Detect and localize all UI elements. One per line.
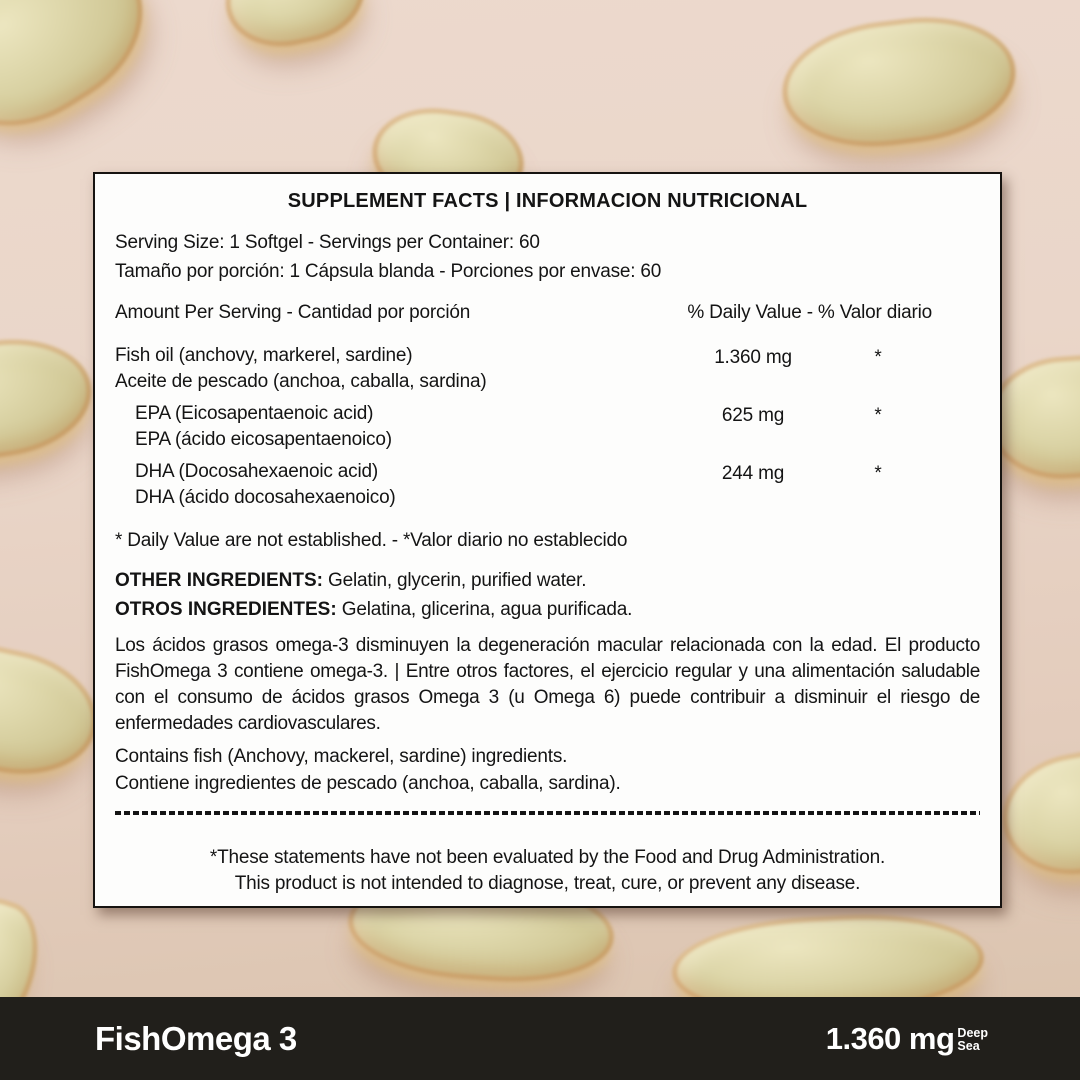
other-ingredients-line-en xyxy=(115,566,980,595)
nutrient-name xyxy=(115,343,658,395)
other-ingredients-label-en: OTHER INGREDIENTS: xyxy=(115,570,323,591)
other-ingredients-line-es xyxy=(115,595,980,624)
nutrient-name-es: Aceite de pescado (anchoa, caballa, sardina) xyxy=(115,371,487,392)
table-row xyxy=(115,459,980,511)
disclaimer-block xyxy=(115,797,980,897)
supplement-facts-panel xyxy=(93,172,1002,908)
product-name: FishOmega 3 xyxy=(95,1019,297,1057)
other-ingredients-text-es: Gelatina, glicerina, agua purificada. xyxy=(336,599,633,620)
allergen-statement-en: Contains fish (Anchovy, mackerel, sardine) ingredients. xyxy=(115,746,568,767)
softgel-capsule xyxy=(993,738,1080,886)
dosage-value: 1.360 mg xyxy=(825,1020,955,1056)
softgel-capsule xyxy=(0,328,99,471)
daily-value-footnote: * Daily Value are not established. - *Valor diario no establecido xyxy=(115,530,628,551)
daily-value-header: % Daily Value - % Valor diario xyxy=(687,302,932,323)
dosage-group xyxy=(826,1021,988,1057)
nutrient-name-en: Fish oil (anchovy, markerel, sardine) xyxy=(115,345,413,366)
brand-tagline xyxy=(957,1027,988,1053)
fda-disclaimer-line1: *These statements have not been evaluated by the Food and Drug Administration. xyxy=(209,847,886,868)
table-row xyxy=(115,343,980,395)
table-header-row xyxy=(115,299,980,327)
fda-disclaimer xyxy=(115,845,980,897)
softgel-capsule xyxy=(775,6,1022,158)
brand-tagline-line2: Sea xyxy=(957,1038,980,1053)
footer-brand-bar xyxy=(0,997,1080,1080)
omega3-info-paragraph: Los ácidos grasos omega-3 disminuyen la degeneración macular relacionada con la edad. El producto FishOmega 3 contiene omega-3. | Entre otros factores, el ejercicio regular y una alimentación saludable con el consumo de ácidos grasos Omega 3 (u Omega 6) puede contribuir a disminuir el riesgo de enfermedades cardiovasculares. xyxy=(115,635,980,734)
other-ingredients-label-es: OTROS INGREDIENTES: xyxy=(115,599,337,620)
daily-value-asterisk: * xyxy=(874,405,882,426)
fda-disclaimer-line2: This product is not intended to diagnose, treat, cure, or prevent any disease. xyxy=(234,873,861,894)
nutrient-name-en: DHA (Docosahexaenoic acid) xyxy=(135,461,378,482)
daily-value-asterisk: * xyxy=(874,347,882,368)
other-ingredients-text-en: Gelatin, glycerin, purified water. xyxy=(322,570,587,591)
daily-value-asterisk: * xyxy=(874,463,882,484)
nutrient-name xyxy=(115,401,658,453)
serving-size-line-es: Tamaño por porción: 1 Cápsula blanda - Porciones por envase: 60 xyxy=(115,261,662,282)
brand-tagline-line1: Deep xyxy=(957,1025,988,1040)
softgel-capsule xyxy=(217,0,374,58)
nutrient-name-es: DHA (ácido docosahexaenoico) xyxy=(135,487,396,508)
amount-per-serving-header: Amount Per Serving - Cantidad por porción xyxy=(115,302,471,323)
allergen-statement-es: Contiene ingredientes de pescado (anchoa, caballa, sardina). xyxy=(115,773,621,794)
nutrient-amount: 625 mg xyxy=(721,405,785,426)
panel-title: SUPPLEMENT FACTS | INFORMACION NUTRICIONAL xyxy=(287,190,808,212)
dashed-separator xyxy=(115,811,980,815)
nutrient-name-es: EPA (ácido eicosapentaenoico) xyxy=(135,429,392,450)
softgel-capsule xyxy=(0,0,173,159)
nutrient-amount: 1.360 mg xyxy=(714,347,792,368)
nutrient-name-en: EPA (Eicosapentaenoic acid) xyxy=(135,403,374,424)
table-row xyxy=(115,401,980,453)
nutrient-amount: 244 mg xyxy=(721,463,785,484)
serving-size-line-en: Serving Size: 1 Softgel - Servings per Container: 60 xyxy=(115,232,540,253)
nutrient-name xyxy=(115,459,658,511)
